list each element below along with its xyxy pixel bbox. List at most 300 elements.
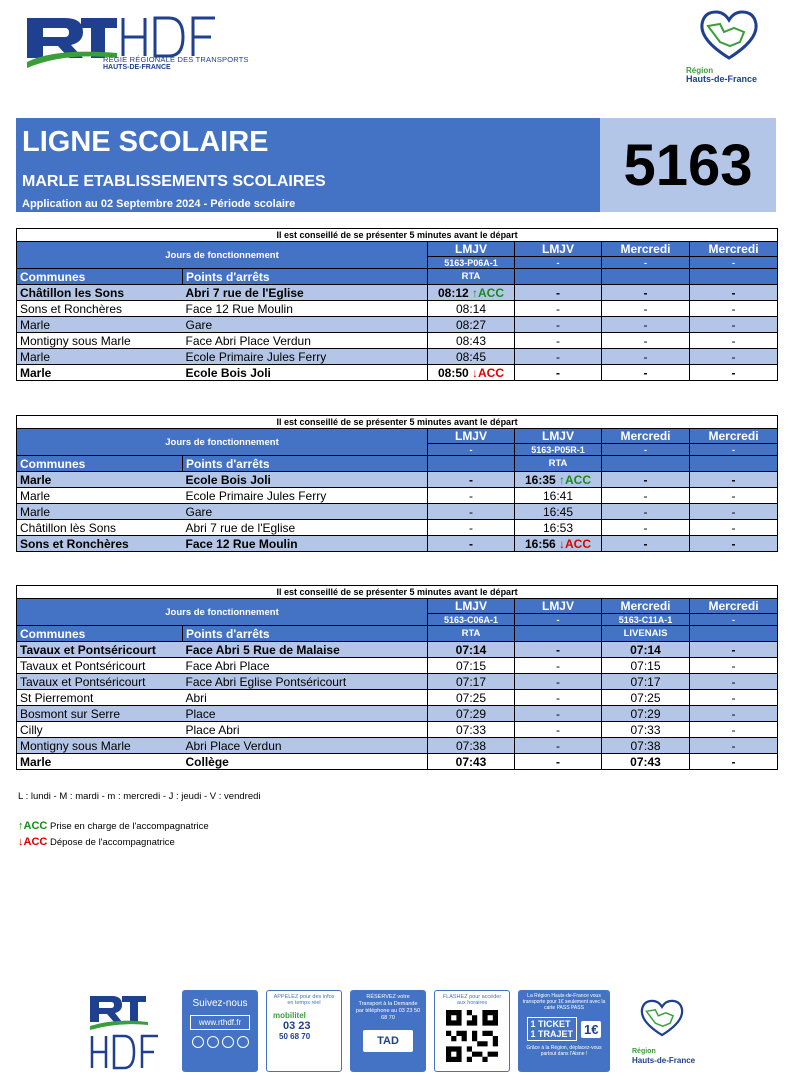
table-row	[17, 301, 778, 317]
time-cell	[602, 333, 690, 349]
linkedin-icon[interactable]	[207, 1036, 219, 1048]
time-cell	[428, 472, 515, 488]
time-value: -	[556, 301, 560, 316]
service-type	[428, 456, 515, 472]
table-row	[17, 658, 778, 674]
time-cell	[428, 488, 515, 504]
stop-cell: Ecole Bois Joli	[183, 472, 428, 488]
stop-cell: Collège	[183, 754, 428, 770]
day-column-header: LMJV	[428, 599, 515, 614]
time-value: 08:43	[455, 333, 487, 348]
time-cell	[602, 536, 690, 552]
timetable-2	[16, 415, 778, 552]
time-value: -	[556, 706, 560, 721]
ticket-badge	[527, 1017, 578, 1041]
time-value: 07:33	[455, 722, 487, 737]
time-value: 07:17	[630, 674, 661, 689]
time-cell	[690, 488, 778, 504]
ticket-panel	[518, 990, 610, 1072]
time-cell	[428, 642, 515, 658]
time-value: -	[731, 301, 736, 316]
stop-cell: Abri Place Verdun	[183, 738, 428, 754]
time-cell	[690, 365, 778, 381]
table-row	[17, 504, 778, 520]
time-value: -	[556, 738, 560, 753]
follow-us-panel	[182, 990, 258, 1072]
time-value: -	[469, 504, 473, 519]
stop-cell: Abri 7 rue de l'Eglise	[183, 285, 428, 301]
time-value: -	[731, 520, 736, 535]
service-type	[690, 269, 778, 285]
table-row	[17, 317, 778, 333]
time-cell	[690, 317, 778, 333]
day-column-header: Mercredi	[690, 242, 778, 257]
commune-cell: Marle	[17, 317, 183, 333]
footer-region-label: Région	[632, 1048, 656, 1055]
time-cell	[515, 690, 602, 706]
day-column-header: Mercredi	[602, 242, 690, 257]
day-column-header: LMJV	[428, 429, 515, 444]
service-type: RTA	[515, 456, 602, 472]
time-cell	[602, 349, 690, 365]
time-cell	[515, 674, 602, 690]
time-cell	[602, 472, 690, 488]
time-value: 08:45	[455, 349, 487, 364]
commune-cell: Cilly	[17, 722, 183, 738]
course-code: -	[602, 444, 690, 456]
commune-cell: Marle	[17, 365, 183, 381]
time-value: 07:29	[455, 706, 487, 721]
time-value: -	[469, 488, 473, 503]
table-row	[17, 536, 778, 552]
time-value: -	[731, 317, 736, 332]
time-value: -	[469, 472, 473, 487]
time-value: -	[731, 488, 736, 503]
time-value: -	[731, 365, 736, 380]
course-code: -	[690, 614, 778, 626]
time-cell	[690, 536, 778, 552]
time-value: 16:56	[524, 536, 556, 551]
table-row	[17, 706, 778, 722]
time-cell	[515, 333, 602, 349]
time-cell	[690, 520, 778, 536]
table-row	[17, 488, 778, 504]
time-value: -	[643, 333, 648, 348]
time-value: 16:35	[524, 472, 556, 487]
stop-cell: Abri	[183, 690, 428, 706]
time-cell	[602, 738, 690, 754]
time-cell	[602, 301, 690, 317]
stop-cell: Ecole Primaire Jules Ferry	[183, 349, 428, 365]
day-column-header: Mercredi	[602, 429, 690, 444]
time-value: -	[731, 674, 736, 689]
stop-cell: Gare	[183, 504, 428, 520]
day-column-header: Mercredi	[690, 429, 778, 444]
course-code: 5163-P06A-1	[428, 257, 515, 269]
time-cell	[690, 642, 778, 658]
time-cell	[428, 674, 515, 690]
time-value: 16:45	[542, 504, 574, 519]
table-row	[17, 738, 778, 754]
days-label: Jours de fonctionnement	[17, 599, 428, 626]
day-column-header: LMJV	[428, 242, 515, 257]
time-cell	[690, 722, 778, 738]
time-cell	[515, 722, 602, 738]
qr-text: FLASHEZ pour accéder aux horaires	[442, 994, 502, 1006]
time-value: -	[731, 722, 736, 737]
acc-marker: ↓ACC	[559, 536, 592, 551]
time-value: -	[556, 674, 560, 689]
time-cell	[602, 706, 690, 722]
time-cell	[428, 349, 515, 365]
table-row	[17, 674, 778, 690]
table-row	[17, 365, 778, 381]
acc-down-legend	[18, 836, 175, 848]
commune-cell: Marle	[17, 349, 183, 365]
time-cell	[690, 674, 778, 690]
commune-cell: Bosmont sur Serre	[17, 706, 183, 722]
time-value: -	[643, 488, 648, 503]
time-cell	[690, 349, 778, 365]
table-row	[17, 690, 778, 706]
follow-title: Suivez-nous	[192, 998, 248, 1009]
time-value: -	[643, 301, 648, 316]
mobilitel-panel	[266, 990, 342, 1072]
time-value: -	[469, 520, 473, 535]
time-cell	[515, 536, 602, 552]
time-cell	[690, 472, 778, 488]
commune-cell: Marle	[17, 754, 183, 770]
acc-down-symbol: ↓ACC	[18, 836, 48, 848]
commune-cell: Sons et Ronchères	[17, 301, 183, 317]
time-value: -	[556, 285, 560, 300]
time-cell	[690, 738, 778, 754]
communes-header: Communes	[17, 456, 183, 472]
stop-cell: Place	[183, 706, 428, 722]
region-name: Hauts-de-France	[686, 74, 758, 84]
ticket-text: La Région Hauts-de-France vous transporte pour 1€ seulement avec la carte PASS PASS	[522, 993, 606, 1011]
time-cell	[515, 365, 602, 381]
time-value: -	[731, 658, 736, 673]
time-value: -	[556, 365, 560, 380]
time-value: -	[469, 536, 473, 551]
stop-cell: Face Abri 5 Rue de Malaise	[183, 642, 428, 658]
table-row	[17, 333, 778, 349]
course-code: -	[515, 257, 602, 269]
stop-cell: Face Abri Place Verdun	[183, 333, 428, 349]
time-cell	[602, 658, 690, 674]
course-code: 5163-C06A-1	[428, 614, 515, 626]
days-label: Jours de fonctionnement	[17, 429, 428, 456]
day-column-header: LMJV	[515, 242, 602, 257]
communes-header: Communes	[17, 269, 183, 285]
tad-logo: TAD	[363, 1030, 413, 1052]
table-row	[17, 520, 778, 536]
course-code: -	[690, 444, 778, 456]
commune-cell: Tavaux et Pontséricourt	[17, 642, 183, 658]
course-code: 5163-P05R-1	[515, 444, 602, 456]
time-cell	[602, 317, 690, 333]
time-value: -	[731, 754, 736, 769]
time-cell	[515, 754, 602, 770]
timetable-3	[16, 585, 778, 770]
service-type: LIVENAIS	[602, 626, 690, 642]
time-value: 07:15	[455, 658, 487, 673]
time-cell	[690, 658, 778, 674]
qr-panel	[434, 990, 510, 1072]
commune-cell: Marle	[17, 472, 183, 488]
acc-up-text: Prise en charge de l'accompagnatrice	[49, 821, 209, 832]
days-legend: L : lundi - M : mardi - m : mercredi - J : jeudi - V : vendredi	[18, 791, 261, 802]
timetable-1	[16, 228, 778, 381]
day-column-header: Mercredi	[690, 599, 778, 614]
stop-cell: Ecole Bois Joli	[183, 365, 428, 381]
ticket-price: 1€	[581, 1021, 601, 1038]
stop-cell: Ecole Primaire Jules Ferry	[183, 488, 428, 504]
time-value: -	[643, 472, 648, 487]
ticket-line-1: 1 TICKET	[530, 1019, 571, 1029]
time-cell	[690, 754, 778, 770]
time-cell	[428, 738, 515, 754]
mobilitel-number-2: 50 68 70	[279, 1032, 311, 1041]
time-value: -	[556, 754, 560, 769]
table-row	[17, 472, 778, 488]
time-value: -	[731, 349, 736, 364]
time-value: 07:33	[630, 722, 661, 737]
time-value: 07:38	[630, 738, 661, 753]
time-cell	[602, 285, 690, 301]
stops-header: Points d'arrêts	[183, 269, 428, 285]
tad-panel	[350, 990, 426, 1072]
time-cell	[428, 504, 515, 520]
time-value: 07:15	[630, 658, 661, 673]
time-cell	[428, 690, 515, 706]
stops-header: Points d'arrêts	[183, 626, 428, 642]
commune-cell: Sons et Ronchères	[17, 536, 183, 552]
time-value: -	[556, 658, 560, 673]
line-number: 5163	[600, 118, 776, 212]
time-value: 16:53	[542, 520, 574, 535]
region-heart-logo	[694, 6, 764, 64]
time-cell	[602, 722, 690, 738]
service-type	[690, 456, 778, 472]
acc-marker: ↓ACC	[472, 365, 505, 380]
time-cell	[690, 285, 778, 301]
tad-text: RÉSERVEZ votre Transport à la Demande par téléphone au 03 23 50 68 70	[355, 994, 421, 1021]
day-column-header: LMJV	[515, 429, 602, 444]
time-cell	[602, 365, 690, 381]
acc-marker: ↑ACC	[559, 472, 592, 487]
time-value: -	[643, 349, 648, 364]
time-cell	[602, 754, 690, 770]
time-value: -	[556, 333, 560, 348]
social-icons	[182, 1036, 258, 1048]
commune-cell: St Pierremont	[17, 690, 183, 706]
stop-cell: Gare	[183, 317, 428, 333]
table-row	[17, 349, 778, 365]
time-value: 07:43	[630, 754, 661, 769]
time-value: -	[731, 472, 736, 487]
time-cell	[428, 520, 515, 536]
stops-header: Points d'arrêts	[183, 456, 428, 472]
footer-region-heart-logo	[636, 996, 688, 1040]
commune-cell: Marle	[17, 488, 183, 504]
acc-up-symbol: ↑ACC	[18, 820, 48, 832]
time-value: -	[556, 349, 560, 364]
time-cell	[690, 504, 778, 520]
time-value: -	[556, 690, 560, 705]
advice-note: Il est conseillé de se présenter 5 minutes avant le départ	[17, 229, 778, 242]
course-code: 5163-C11A-1	[602, 614, 690, 626]
acc-up-legend	[18, 820, 209, 832]
time-cell	[428, 317, 515, 333]
time-cell	[515, 706, 602, 722]
stop-cell: Place Abri	[183, 722, 428, 738]
service-type: RTA	[428, 626, 515, 642]
day-column-header: Mercredi	[602, 599, 690, 614]
website-link[interactable]: www.rthdf.fr	[190, 1015, 250, 1030]
service-type: RTA	[428, 269, 515, 285]
time-cell	[515, 642, 602, 658]
time-value: 07:25	[630, 690, 661, 705]
time-value: 16:41	[542, 488, 574, 503]
time-value: 08:50	[437, 365, 469, 380]
mobilitel-text: APPELEZ pour des infos en temps réel	[273, 994, 335, 1006]
region-label: Région	[686, 66, 714, 75]
service-type	[515, 269, 602, 285]
stop-cell: Face 12 Rue Moulin	[183, 301, 428, 317]
time-value: 07:14	[455, 642, 487, 657]
time-value: -	[643, 365, 648, 380]
service-type	[515, 626, 602, 642]
time-cell	[602, 520, 690, 536]
line-name: MARLE ETABLISSEMENTS SCOLAIRES	[22, 173, 326, 190]
commune-cell: Châtillon lès Sons	[17, 520, 183, 536]
service-type	[602, 269, 690, 285]
mobilitel-number: 03 23	[283, 1020, 311, 1032]
ticket-subtext: Grâce à la Région, déplacez-vous partout dans l'Aisne !	[526, 1045, 602, 1057]
stop-cell: Face Abri Place	[183, 658, 428, 674]
time-value: -	[556, 722, 560, 737]
time-value: -	[556, 317, 560, 332]
footer-region-name: Hauts-de-France	[632, 1056, 696, 1065]
time-value: 07:29	[630, 706, 661, 721]
time-value: -	[643, 520, 648, 535]
service-type	[602, 456, 690, 472]
time-cell	[602, 504, 690, 520]
time-value: 08:12	[437, 285, 469, 300]
time-value: -	[556, 642, 560, 657]
time-value: 08:14	[455, 301, 487, 316]
time-cell	[602, 690, 690, 706]
communes-header: Communes	[17, 626, 183, 642]
service-type	[690, 626, 778, 642]
time-value: -	[731, 504, 736, 519]
time-cell	[515, 349, 602, 365]
course-code: -	[602, 257, 690, 269]
ticket-line-2: 1 TRAJET	[530, 1029, 574, 1039]
time-value: 07:14	[630, 642, 661, 657]
advice-note: Il est conseillé de se présenter 5 minutes avant le départ	[17, 586, 778, 599]
commune-cell: Montigny sous Marle	[17, 333, 183, 349]
advice-note: Il est conseillé de se présenter 5 minutes avant le départ	[17, 416, 778, 429]
footer-rthdf-logo	[88, 992, 164, 1072]
time-value: -	[731, 642, 736, 657]
mobilitel-brand: mobilitel	[273, 1011, 306, 1020]
time-cell	[602, 674, 690, 690]
acc-down-text: Dépose de l'accompagnatrice	[49, 837, 175, 848]
time-value: -	[731, 333, 736, 348]
time-value: 07:25	[455, 690, 487, 705]
stop-cell: Face Abri Eglise Pontséricourt	[183, 674, 428, 690]
commune-cell: Marle	[17, 504, 183, 520]
table-row	[17, 642, 778, 658]
application-date: Application au 02 Septembre 2024 - Période scolaire	[22, 198, 296, 210]
course-code: -	[428, 444, 515, 456]
time-cell	[515, 488, 602, 504]
time-value: -	[731, 706, 736, 721]
course-code: -	[690, 257, 778, 269]
time-cell	[428, 301, 515, 317]
time-value: -	[731, 690, 736, 705]
commune-cell: Montigny sous Marle	[17, 738, 183, 754]
time-value: -	[731, 536, 736, 551]
commune-cell: Châtillon les Sons	[17, 285, 183, 301]
table-row	[17, 722, 778, 738]
time-cell	[428, 722, 515, 738]
facebook-icon[interactable]	[192, 1036, 204, 1048]
table-row	[17, 754, 778, 770]
time-cell	[515, 285, 602, 301]
time-cell	[515, 520, 602, 536]
time-value: -	[643, 317, 648, 332]
day-column-header: LMJV	[515, 599, 602, 614]
time-value: -	[731, 738, 736, 753]
time-cell	[690, 706, 778, 722]
time-value: 07:17	[455, 674, 487, 689]
instagram-icon[interactable]	[222, 1036, 234, 1048]
time-value: 07:43	[455, 754, 487, 769]
line-type-title: LIGNE SCOLAIRE	[22, 126, 269, 158]
time-cell	[690, 301, 778, 317]
commune-cell: Tavaux et Pontséricourt	[17, 674, 183, 690]
time-cell	[428, 706, 515, 722]
logo-subtitle-region: HAUTS-DE-FRANCE	[103, 64, 171, 71]
time-cell	[515, 504, 602, 520]
qr-code-icon[interactable]	[446, 1010, 498, 1062]
course-code: -	[515, 614, 602, 626]
time-value: 07:38	[455, 738, 487, 753]
time-cell	[428, 365, 515, 381]
time-cell	[515, 301, 602, 317]
stop-cell: Face 12 Rue Moulin	[183, 536, 428, 552]
commune-cell: Tavaux et Pontséricourt	[17, 658, 183, 674]
time-value: -	[731, 285, 736, 300]
time-value: -	[643, 504, 648, 519]
logo-subtitle: RÉGIE RÉGIONALE DES TRANSPORTS	[103, 55, 249, 64]
time-value: -	[643, 536, 648, 551]
time-value: 08:27	[455, 317, 487, 332]
time-cell	[515, 658, 602, 674]
time-cell	[602, 642, 690, 658]
time-cell	[428, 754, 515, 770]
time-cell	[690, 333, 778, 349]
time-cell	[690, 690, 778, 706]
x-icon[interactable]	[237, 1036, 249, 1048]
time-cell	[515, 738, 602, 754]
time-cell	[428, 285, 515, 301]
time-cell	[602, 488, 690, 504]
